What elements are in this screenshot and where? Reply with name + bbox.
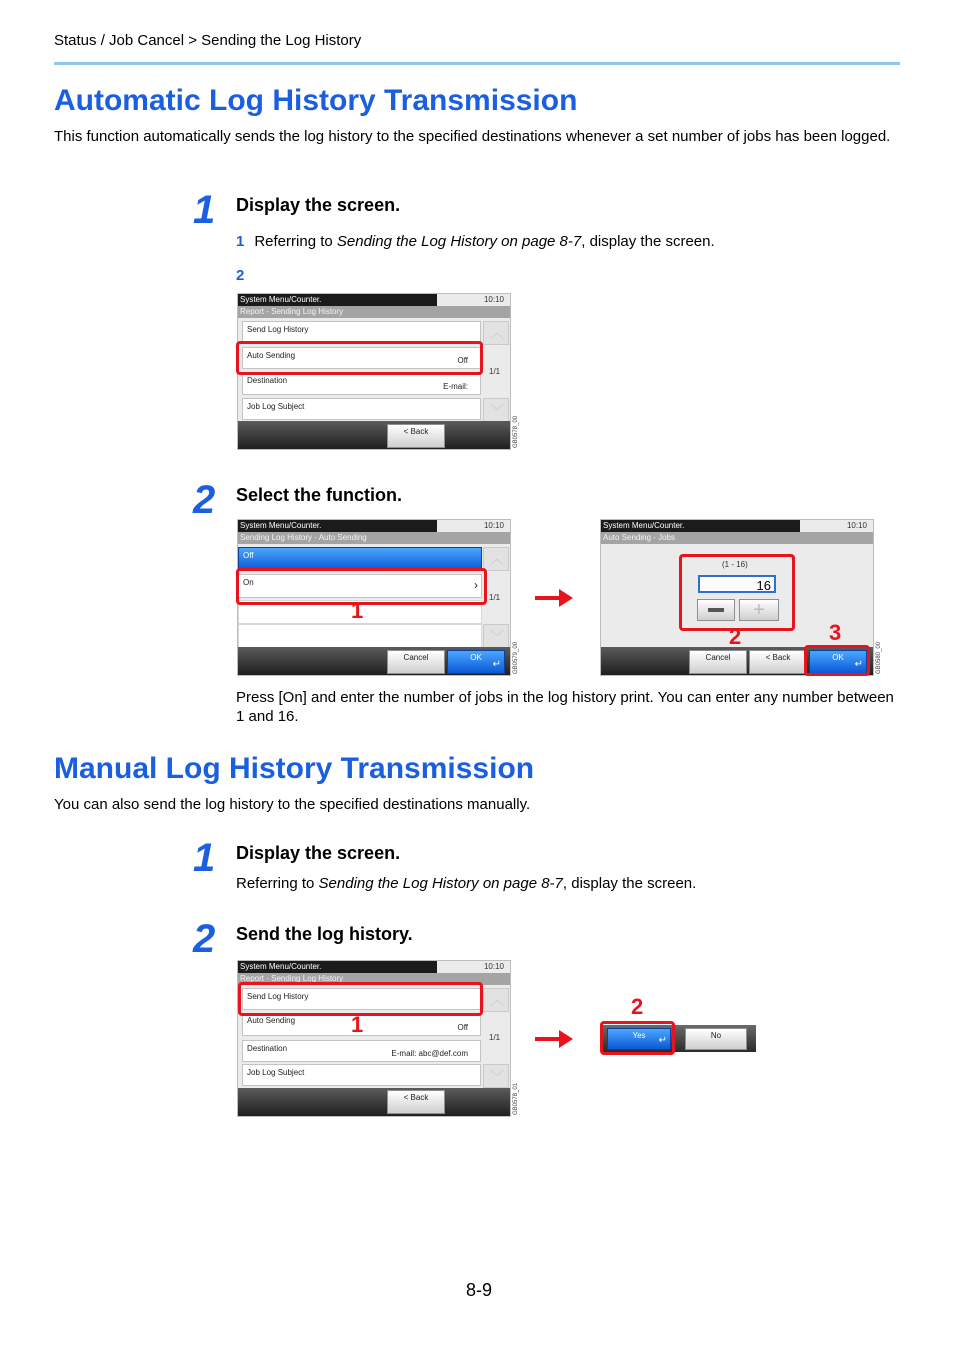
option-label: Off <box>243 551 254 560</box>
auto-section-intro: This function automatically sends the log history to the specified destinations whenever a set number of jobs has been logged. <box>54 128 891 145</box>
substep-1 <box>236 233 715 250</box>
highlight-ok-button <box>804 645 870 676</box>
row-label: Send Log History <box>247 992 309 1001</box>
row-job-log-subject[interactable] <box>242 1064 481 1086</box>
screen-header: System Menu/Counter. <box>238 961 437 973</box>
chevron-down-icon: ﹀ <box>490 1069 504 1085</box>
screen-header: System Menu/Counter. <box>238 520 437 532</box>
row-label: Auto Sending <box>247 351 296 360</box>
ok-label: OK <box>832 653 844 662</box>
screen-subheader: Sending Log History - Auto Sending <box>238 532 511 544</box>
enter-icon: ↵ <box>854 659 863 670</box>
row-label: Destination <box>247 376 288 385</box>
page-number: 8-9 <box>465 1280 492 1300</box>
callout-number: 3 <box>829 620 842 645</box>
substep-text: Referring to <box>254 233 337 250</box>
page-reference-link: Sending the Log History on page 8-7 <box>318 875 563 892</box>
figure-code: GB0578_00 <box>513 415 519 448</box>
manual-section-intro: You can also send the log history to the specified destinations manually. <box>54 796 531 813</box>
chevron-up-icon: ︿ <box>490 992 504 1008</box>
figure-code: GB0579_00 <box>513 641 519 674</box>
screen-clock: 10:10 <box>483 962 504 971</box>
screen-clock: 10:10 <box>483 295 504 304</box>
highlight-number-entry <box>679 554 795 631</box>
option-empty-row <box>238 624 482 648</box>
row-value: E-mail: <box>443 382 468 391</box>
scroll-down-button[interactable] <box>483 398 509 422</box>
highlight-send-log-history <box>238 982 483 1016</box>
scroll-up-button[interactable] <box>483 988 509 1012</box>
chevron-down-icon: ﹀ <box>490 403 504 419</box>
step-text <box>236 875 696 892</box>
row-destination[interactable] <box>242 374 481 395</box>
step-number: 2 <box>193 478 216 522</box>
step-title: Select the function. <box>236 485 403 505</box>
ok-label: OK <box>470 653 482 662</box>
step-title: Send the log history. <box>236 924 413 944</box>
substep-number: 2 <box>236 267 245 284</box>
chevron-right-icon: › <box>474 578 478 592</box>
pager: 1/1 <box>489 593 501 602</box>
page-reference-link: Sending the Log History on page 8-7 <box>336 233 582 250</box>
row-job-log-subject[interactable] <box>242 398 481 420</box>
step-text-start: Referring to <box>236 875 319 892</box>
step-note: Press [On] and enter the number of jobs in the log history print. You can enter any number between 1 and 16. <box>236 689 894 725</box>
enter-icon: ↵ <box>492 659 501 670</box>
row-label: Job Log Subject <box>247 1068 305 1077</box>
screen-subheader: Auto Sending - Jobs <box>601 532 874 544</box>
chevron-down-icon: ﹀ <box>490 629 504 645</box>
ok-button[interactable] <box>447 650 505 674</box>
scroll-down-button[interactable] <box>483 1064 509 1088</box>
step-title: Display the screen. <box>236 843 401 863</box>
step-title: Display the screen. <box>236 195 401 215</box>
highlight-yes-button <box>600 1021 675 1055</box>
scroll-up-button[interactable] <box>483 321 509 345</box>
row-value: E-mail: abc@def.com <box>391 1049 468 1058</box>
auto-section-title: Automatic Log History Transmission <box>54 84 578 117</box>
step-number: 2 <box>193 917 216 961</box>
chevron-up-icon: ︿ <box>490 325 504 341</box>
row-value: Off <box>457 356 468 365</box>
cancel-button[interactable]: Cancel <box>387 650 445 674</box>
row-value: Off <box>457 1023 468 1032</box>
back-button[interactable]: < Back <box>387 424 445 448</box>
substep-2 <box>236 267 254 284</box>
option-label: On <box>243 578 254 587</box>
row-label: Destination <box>247 1044 288 1053</box>
plus-icon: + <box>753 599 765 621</box>
jobs-number-input[interactable]: 16 <box>698 575 776 593</box>
screen-footer <box>238 421 510 449</box>
row-label: Job Log Subject <box>247 402 305 411</box>
substep-text-end: , display the screen. <box>581 233 715 250</box>
arrow-right-icon <box>535 1029 575 1049</box>
scroll-up-button[interactable] <box>483 547 509 571</box>
callout-number: 2 <box>631 994 644 1019</box>
step-number: 1 <box>193 836 216 880</box>
figure-code: GB0578_01 <box>513 1082 519 1115</box>
no-button[interactable]: No <box>685 1028 747 1050</box>
header-rule <box>54 62 900 65</box>
screen-clock: 10:10 <box>846 521 867 530</box>
enter-icon: ↵ <box>658 1035 667 1046</box>
pager: 1/1 <box>489 367 501 376</box>
scroll-down-button[interactable] <box>483 624 509 648</box>
screen-subheader: Report - Sending Log History <box>238 973 511 985</box>
callout-number: 1 <box>351 1012 364 1037</box>
back-button[interactable]: < Back <box>387 1090 445 1114</box>
breadcrumb: Status / Job Cancel > Sending the Log History <box>54 32 362 49</box>
highlight-auto-sending <box>236 341 483 375</box>
chevron-up-icon: ︿ <box>490 551 504 567</box>
callout-number: 1 <box>351 598 364 623</box>
row-send-log-history[interactable] <box>242 321 481 343</box>
step-text-end: , display the screen. <box>562 875 697 892</box>
figure-code: GB0580_00 <box>876 641 882 674</box>
row-label: Send Log History <box>247 325 309 334</box>
step-number: 1 <box>193 188 216 232</box>
cancel-button[interactable]: Cancel <box>689 650 747 674</box>
yes-label: Yes <box>632 1031 646 1040</box>
manual-section-title: Manual Log History Transmission <box>54 752 535 785</box>
callout-number: 2 <box>729 624 742 649</box>
screen-clock: 10:10 <box>483 521 504 530</box>
range-label: (1 - 16) <box>722 560 748 569</box>
screen-header: System Menu/Counter. <box>601 520 800 532</box>
screen-header: System Menu/Counter. <box>238 294 437 306</box>
row-label: Auto Sending <box>247 1016 296 1025</box>
screen-subheader: Report - Sending Log History <box>238 306 511 318</box>
back-button[interactable]: < Back <box>749 650 807 674</box>
pager: 1/1 <box>489 1033 501 1042</box>
row-destination[interactable] <box>242 1040 481 1062</box>
screen-footer <box>238 1088 510 1116</box>
substep-number: 1 <box>236 233 245 250</box>
arrow-right-icon <box>535 588 575 608</box>
